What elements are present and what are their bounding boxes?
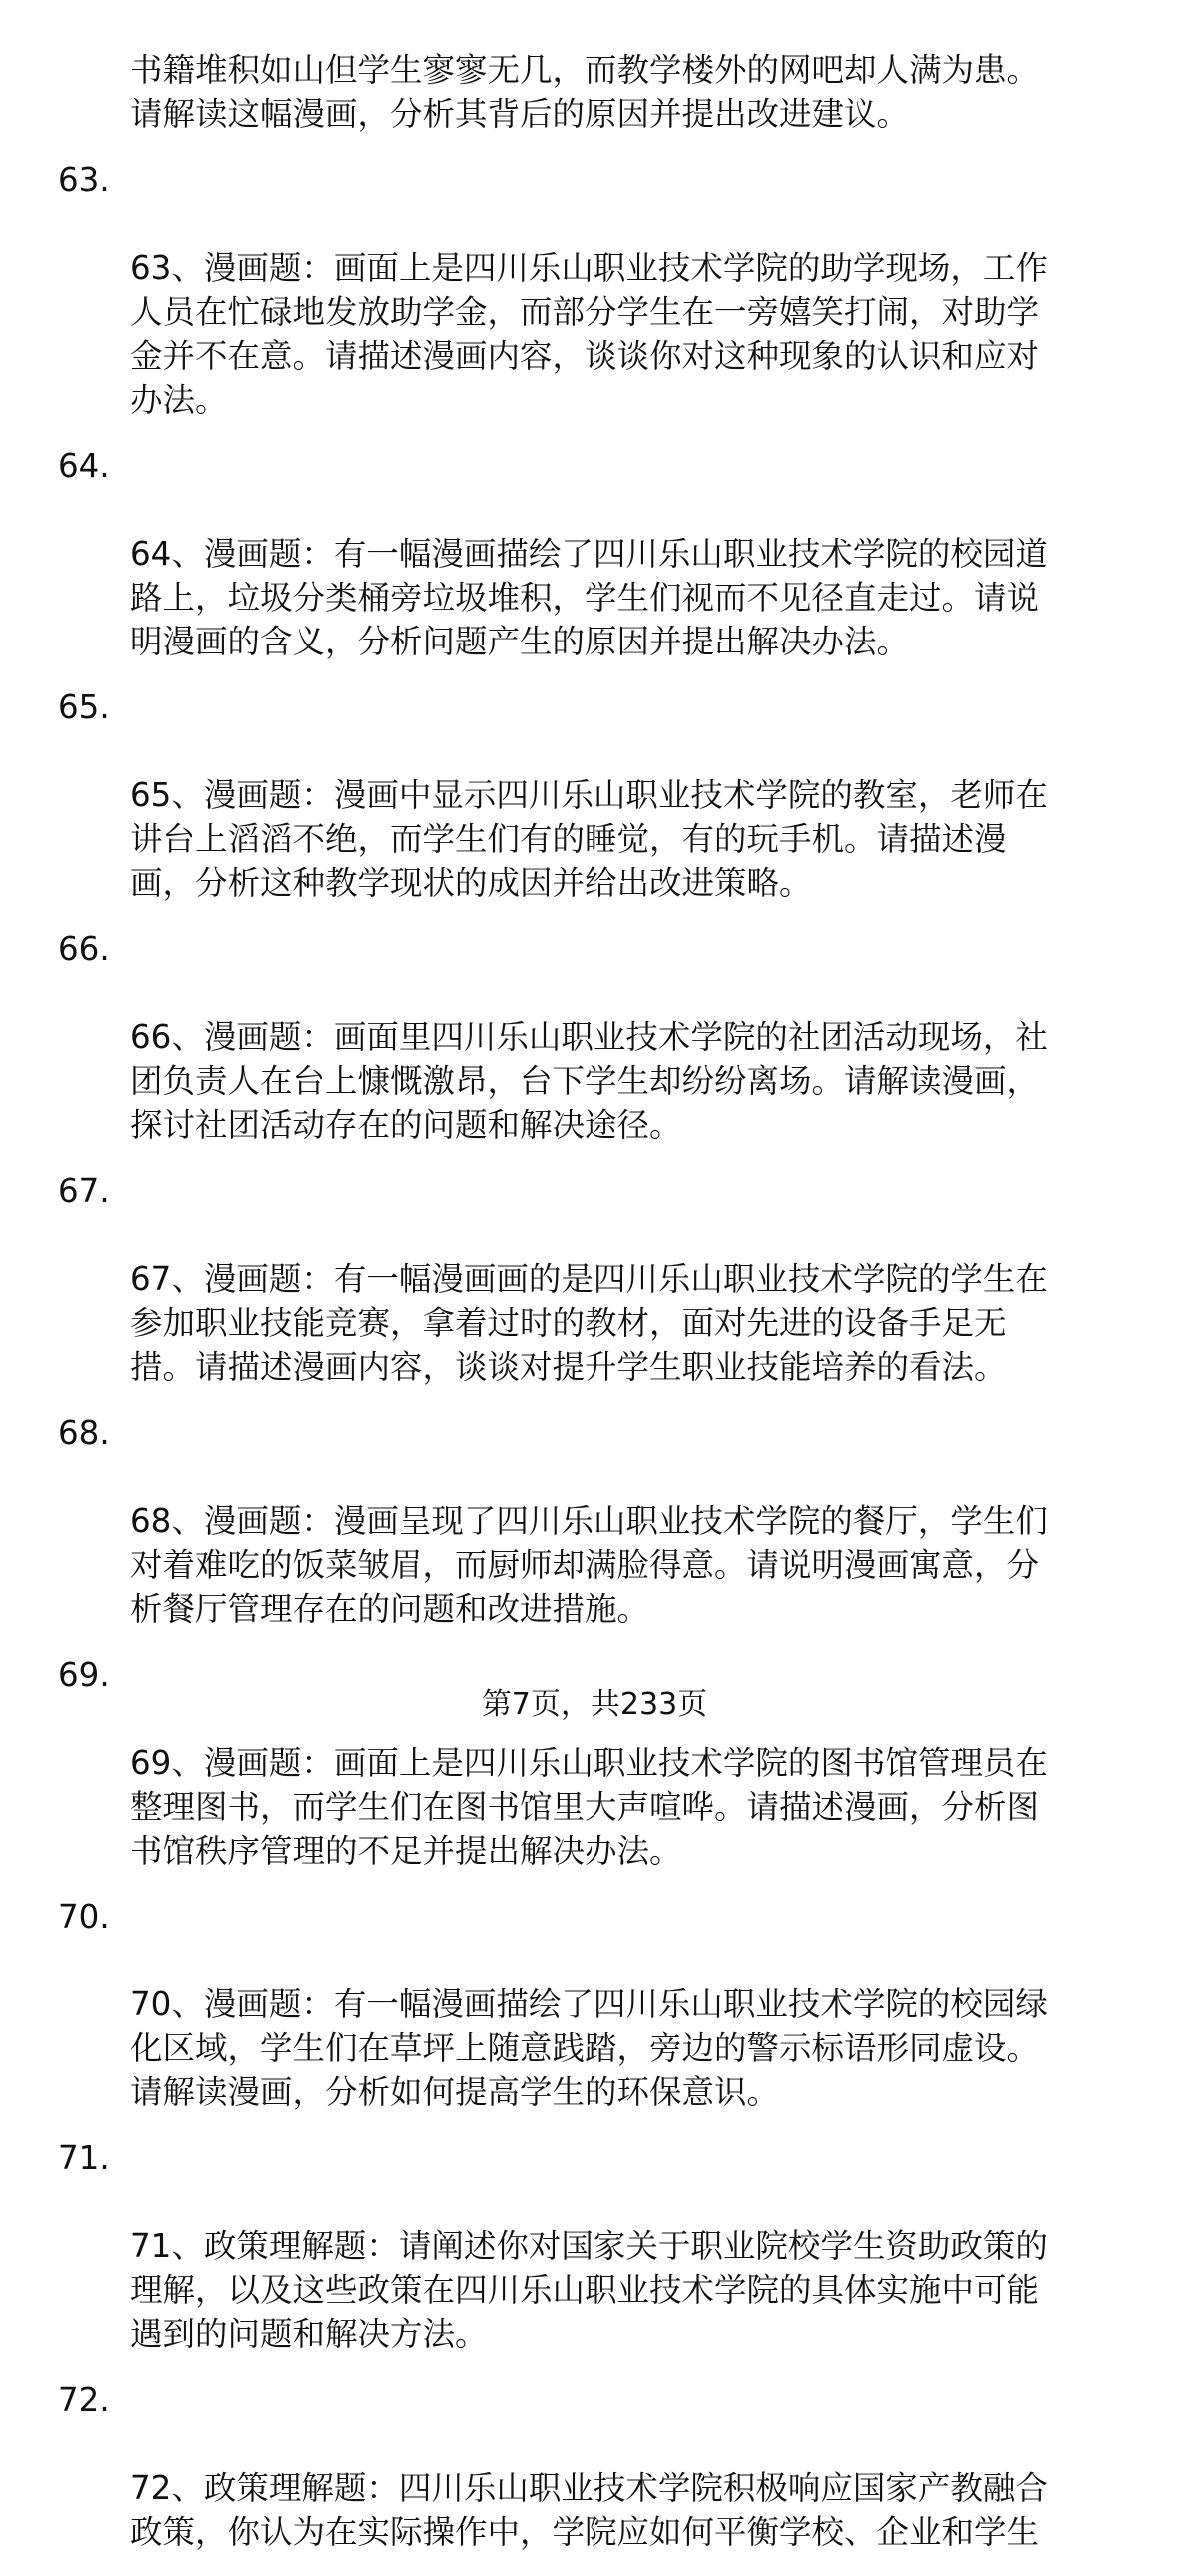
question-item-64 (58, 444, 1154, 663)
question-text: 71、政策理解题：请阐述你对国家关于职业院校学生资助政策的 理解，以及这些政策在四川乐山职业技术学院的具体实施中可能 遇到的问题和解决方法。 (130, 2227, 1048, 2353)
question-number: 63. (58, 161, 110, 199)
continuation-paragraph: 书籍堆积如山但学生寥寥无几，而教学楼外的网吧却人满为患。 请解读这幅漫画，分析其背后的原因并提出改进建议。 (130, 51, 1040, 133)
question-item-70 (58, 1895, 1154, 2114)
question-number: 70. (58, 1898, 110, 1935)
question-item-68 (58, 1411, 1154, 1631)
question-text: 66、漫画题：画面里四川乐山职业技术学院的社团活动现场，社 团负责人在台上慷慨激昂，台下学生却纷纷离场。请解读漫画， 探讨社团活动存在的问题和解决途径。 (130, 1018, 1048, 1144)
question-text: 63、漫画题：画面上是四川乐山职业技术学院的助学现场，工作 人员在忙碌地发放助学金，而部分学生在一旁嬉笑打闹，对助学 金并不在意。请描述漫画内容，谈谈你对这种现象的认识和应对 办法。 (130, 249, 1048, 419)
question-number: 64. (58, 447, 110, 485)
question-item-63 (58, 158, 1154, 422)
question-text: 72、政策理解题：四川乐山职业技术学院积极响应国家产教融合 政策，你认为在实际操作中，学院应如何平衡学校、企业和学生 (130, 2469, 1048, 2551)
question-number: 66. (58, 930, 110, 968)
question-text: 65、漫画题：漫画中显示四川乐山职业技术学院的教室，老师在 讲台上滔滔不绝，而学生们有的睡觉，有的玩手机。请描述漫 画，分析这种教学现状的成因并给出改进策略。 (130, 776, 1048, 902)
question-number: 69. (58, 1656, 110, 1694)
question-item-66 (58, 927, 1154, 1147)
question-number: 65. (58, 688, 110, 726)
question-number: 71. (58, 2139, 110, 2177)
question-item-71 (58, 2136, 1154, 2356)
question-item-72 (58, 2378, 1154, 2554)
question-number: 72. (58, 2381, 110, 2419)
question-number: 67. (58, 1172, 110, 1210)
question-number: 68. (58, 1414, 110, 1452)
question-item-65 (58, 685, 1154, 905)
question-text: 69、漫画题：画面上是四川乐山职业技术学院的图书馆管理员在 整理图书，而学生们在图书馆里大声喧哗。请描述漫画，分析图 书馆秩序管理的不足并提出解决办法。 (130, 1744, 1048, 1870)
page-number-footer: 第7页，共233页 (481, 1687, 708, 1722)
question-text: 64、漫画题：有一幅漫画描绘了四川乐山职业技术学院的校园道 路上，垃圾分类桶旁垃圾堆积，学生们视而不见径直走过。请说 明漫画的含义，分析问题产生的原因并提出解决办法。 (130, 535, 1048, 660)
question-content (0, 48, 1189, 2576)
question-item-67 (58, 1169, 1154, 1389)
question-text: 68、漫画题：漫画呈现了四川乐山职业技术学院的餐厅，学生们 对着难吃的饭菜皱眉，而厨师却满脸得意。请说明漫画寓意，分 析餐厅管理存在的问题和改进措施。 (130, 1502, 1048, 1628)
question-text: 70、漫画题：有一幅漫画描绘了四川乐山职业技术学院的校园绿 化区域，学生们在草坪上随意践踏，旁边的警示标语形同虚设。 请解读漫画，分析如何提高学生的环保意识。 (130, 1985, 1048, 2111)
question-list (0, 158, 1189, 2554)
question-text: 67、漫画题：有一幅漫画画的是四川乐山职业技术学院的学生在 参加职业技能竞赛，拿着过时的教材，面对先进的设备手足无 措。请描述漫画内容，谈谈对提升学生职业技能培养的看法。 (130, 1260, 1048, 1386)
